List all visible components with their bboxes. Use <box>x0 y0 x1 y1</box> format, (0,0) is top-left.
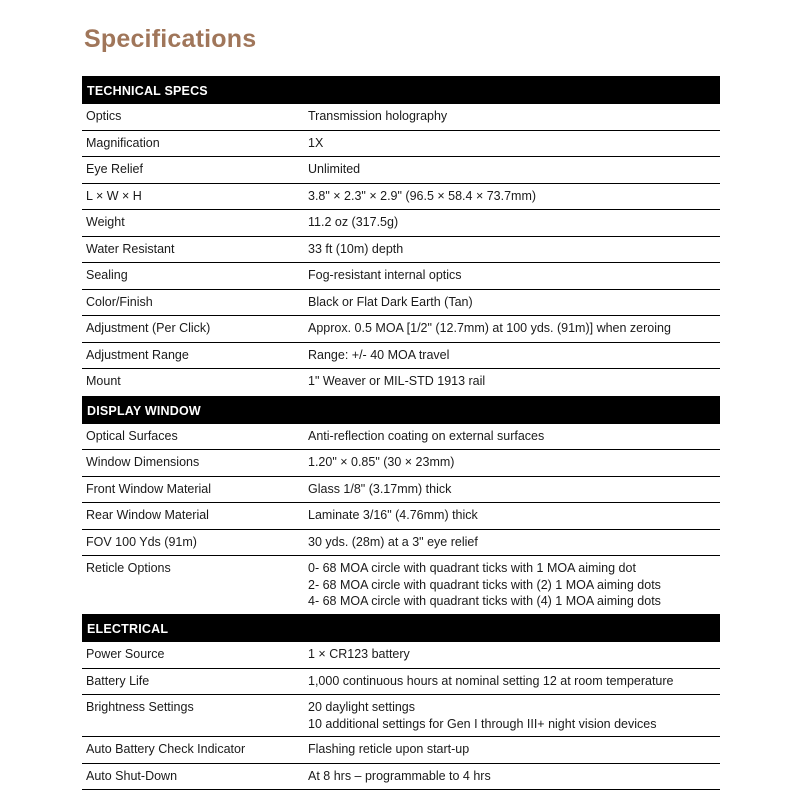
spec-value: 30 yds. (28m) at a 3" eye relief <box>308 534 478 549</box>
spec-value-line: 0- 68 MOA circle with quadrant ticks with 1 MOA aiming dot <box>308 561 636 575</box>
spec-label: FOV 100 Yds (91m) <box>86 534 197 549</box>
spec-value-line: 20 daylight settings <box>308 700 416 714</box>
spec-value: 1.20" × 0.85" (30 × 23mm) <box>308 455 455 469</box>
spec-row <box>82 556 720 614</box>
spec-row <box>82 737 720 764</box>
spec-value-line: 2- 68 MOA circle with quadrant ticks with (2) 1 MOA aiming dots <box>308 577 661 592</box>
spec-value: Transmission holography <box>308 109 448 123</box>
spec-label: Adjustment (Per Click) <box>86 321 211 335</box>
spec-value: Fog-resistant internal optics <box>308 268 462 282</box>
spec-row <box>82 316 720 343</box>
spec-label: Brightness Settings <box>86 700 194 714</box>
spec-label: Optical Surfaces <box>86 428 178 443</box>
spec-label: Auto Shut-Down <box>86 768 178 783</box>
spec-label: Magnification <box>86 135 160 150</box>
spec-value: 11.2 oz (317.5g) <box>308 215 399 229</box>
spec-label: Power Source <box>86 647 165 661</box>
spec-row <box>82 669 720 696</box>
spec-row <box>82 237 720 264</box>
spec-value: Anti-reflection coating on external surfaces <box>308 428 545 443</box>
spec-row <box>82 104 720 131</box>
spec-row <box>82 184 720 211</box>
spec-label: Weight <box>86 215 125 229</box>
spec-row <box>82 530 720 557</box>
spec-row <box>82 477 720 504</box>
spec-row <box>82 503 720 530</box>
spec-value: Black or Flat Dark Earth (Tan) <box>308 294 473 309</box>
spec-label: Sealing <box>86 268 128 282</box>
spec-value-line: 10 additional settings for Gen I through III+ night vision devices <box>308 716 657 731</box>
spec-value: Range: +/- 40 MOA travel <box>308 347 450 362</box>
spec-value: At 8 hrs – programmable to 4 hrs <box>308 768 491 783</box>
spec-label: Adjustment Range <box>86 347 189 362</box>
spec-row <box>82 343 720 370</box>
spec-value: Flashing reticle upon start-up <box>308 742 470 756</box>
spec-row <box>82 290 720 317</box>
spec-value: Laminate 3/16" (4.76mm) thick <box>308 508 478 522</box>
spec-label: L × W × H <box>86 188 142 203</box>
spec-value: Unlimited <box>308 162 361 176</box>
spec-row <box>82 450 720 477</box>
spec-row <box>82 424 720 451</box>
spec-row <box>82 695 720 737</box>
spec-value: Glass 1/8" (3.17mm) thick <box>308 481 452 496</box>
spec-label: Color/Finish <box>86 294 153 309</box>
spec-sheet <box>82 76 720 790</box>
section-heading-technical-specs: TECHNICAL SPECS <box>82 76 720 104</box>
spec-label: Eye Relief <box>86 162 143 176</box>
page-title: Specifications <box>84 25 257 53</box>
section-heading-electrical: ELECTRICAL <box>82 614 720 642</box>
spec-label: Water Resistant <box>86 241 175 256</box>
spec-value: 1 × CR123 battery <box>308 647 410 661</box>
spec-value: 33 ft (10m) depth <box>308 241 404 256</box>
spec-label: Battery Life <box>86 673 150 688</box>
spec-label: Window Dimensions <box>86 455 200 469</box>
spec-row <box>82 157 720 184</box>
spec-label: Optics <box>86 109 122 123</box>
spec-value: 3.8" × 2.3" × 2.9" (96.5 × 58.4 × 73.7mm) <box>308 188 537 203</box>
spec-row <box>82 764 720 791</box>
section-heading-display-window: DISPLAY WINDOW <box>82 396 720 424</box>
spec-row <box>82 131 720 158</box>
spec-value: Approx. 0.5 MOA [1/2" (12.7mm) at 100 yds. (91m)] when zeroing <box>308 321 671 335</box>
spec-label: Reticle Options <box>86 561 171 575</box>
spec-label: Mount <box>86 374 121 388</box>
spec-row <box>82 369 720 396</box>
spec-row <box>82 210 720 237</box>
spec-label: Rear Window Material <box>86 508 209 522</box>
spec-value: 1,000 continuous hours at nominal setting 12 at room temperature <box>308 673 674 688</box>
spec-label: Auto Battery Check Indicator <box>86 742 246 756</box>
spec-label: Front Window Material <box>86 481 212 496</box>
spec-value: 1X <box>308 135 324 150</box>
spec-value: 1" Weaver or MIL-STD 1913 rail <box>308 374 486 388</box>
spec-row <box>82 263 720 290</box>
spec-row <box>82 642 720 669</box>
spec-value-line: 4- 68 MOA circle with quadrant ticks with (4) 1 MOA aiming dots <box>308 594 661 608</box>
